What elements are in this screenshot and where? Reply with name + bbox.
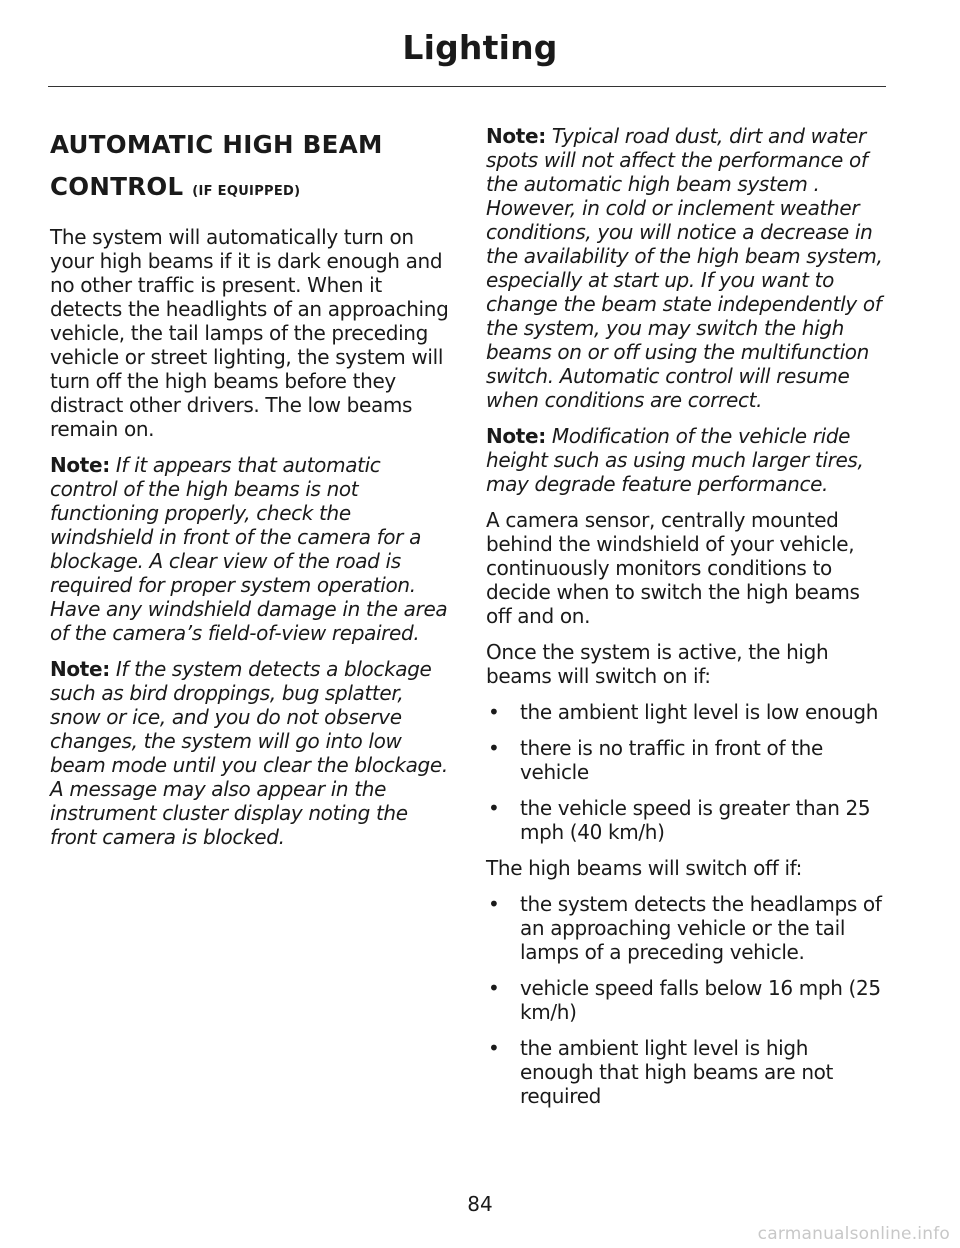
switch-off-list (486, 892, 886, 1108)
list-item-text: the vehicle speed is greater than 25 mph (40 km/h) (520, 796, 871, 844)
note-text: If the system detects a blockage such as bird droppings, bug splatter, snow or ice, and you do not observe changes, the system will go into low beam mode until you clear the blockage. A message may also appear in the instrument cluster display noting the front camera is blocked. (50, 657, 448, 849)
watermark: carmanualsonline.info (757, 1224, 950, 1244)
note-label: Note: (486, 424, 546, 448)
list-item-text: there is no traffic in front of the vehicle (520, 736, 823, 784)
header-rule (48, 86, 886, 87)
camera-paragraph: A camera sensor, centrally mounted behind the windshield of your vehicle, continuously monitors conditions to decide when to switch the high beams off and on. (486, 508, 860, 628)
page-title: Lighting (402, 28, 558, 67)
section-heading (50, 124, 450, 213)
left-column (50, 124, 450, 861)
list-item (486, 796, 886, 844)
heading-line-2: CONTROL (50, 172, 184, 201)
note-label: Note: (50, 453, 110, 477)
bullet-icon: • (488, 796, 500, 820)
list-item-text: the system detects the headlamps of an approaching vehicle or the tail lamps of a preceding vehicle. (520, 892, 882, 964)
list-item-text: the ambient light level is high enough that high beams are not required (520, 1036, 834, 1108)
bullet-icon: • (488, 736, 500, 760)
note-ride-height (486, 424, 886, 496)
list-item-text: the ambient light level is low enough (520, 700, 879, 724)
bullet-icon: • (488, 976, 500, 1000)
list-item (486, 1036, 886, 1108)
note-label: Note: (50, 657, 110, 681)
intro-paragraph: The system will automatically turn on your high beams if it is dark enough and no other traffic is present. When it detects the headlights of an approaching vehicle, the tail lamps of the preceding vehicle or street lighting, the system will turn off the high beams before they distract other drivers. The low beams remain on. (50, 225, 449, 441)
list-item-text: vehicle speed falls below 16 mph (25 km/h) (520, 976, 881, 1024)
note-road-dust (486, 124, 886, 412)
page-number: 84 (467, 1192, 493, 1216)
note-label: Note: (486, 124, 546, 148)
list-item (486, 892, 886, 964)
switch-on-intro: Once the system is active, the high beams will switch on if: (486, 640, 829, 688)
note-text: If it appears that automatic control of the high beams is not functioning properly, check the windshield in front of the camera for a blockage. A clear view of the road is required for proper system operation. Have any windshield damage in the area of the camera’s field-of-view repaired. (50, 453, 448, 645)
bullet-icon: • (488, 1036, 500, 1060)
note-blockage (50, 657, 450, 849)
list-item (486, 976, 886, 1024)
note-text: Typical road dust, dirt and water spots will not affect the performance of the automatic high beam system . However, in cold or inclement weather conditions, you will notice a decrease in the availability of the high beam system, especially at start up. If you want to change the beam state independently of the system, you may switch the high beams on or off using the multifunction switch. Automatic control will resume when conditions are correct. (486, 124, 883, 412)
list-item (486, 736, 886, 784)
note-text: Modification of the vehicle ride height such as using much larger tires, may degrade feature performance. (486, 424, 864, 496)
list-item (486, 700, 886, 724)
heading-line-1: AUTOMATIC HIGH BEAM (50, 130, 383, 159)
heading-suffix: (IF EQUIPPED) (192, 184, 301, 199)
note-camera-check (50, 453, 450, 645)
right-column (486, 124, 886, 1120)
switch-off-intro: The high beams will switch off if: (486, 856, 803, 880)
switch-on-list (486, 700, 886, 844)
bullet-icon: • (488, 700, 500, 724)
bullet-icon: • (488, 892, 500, 916)
